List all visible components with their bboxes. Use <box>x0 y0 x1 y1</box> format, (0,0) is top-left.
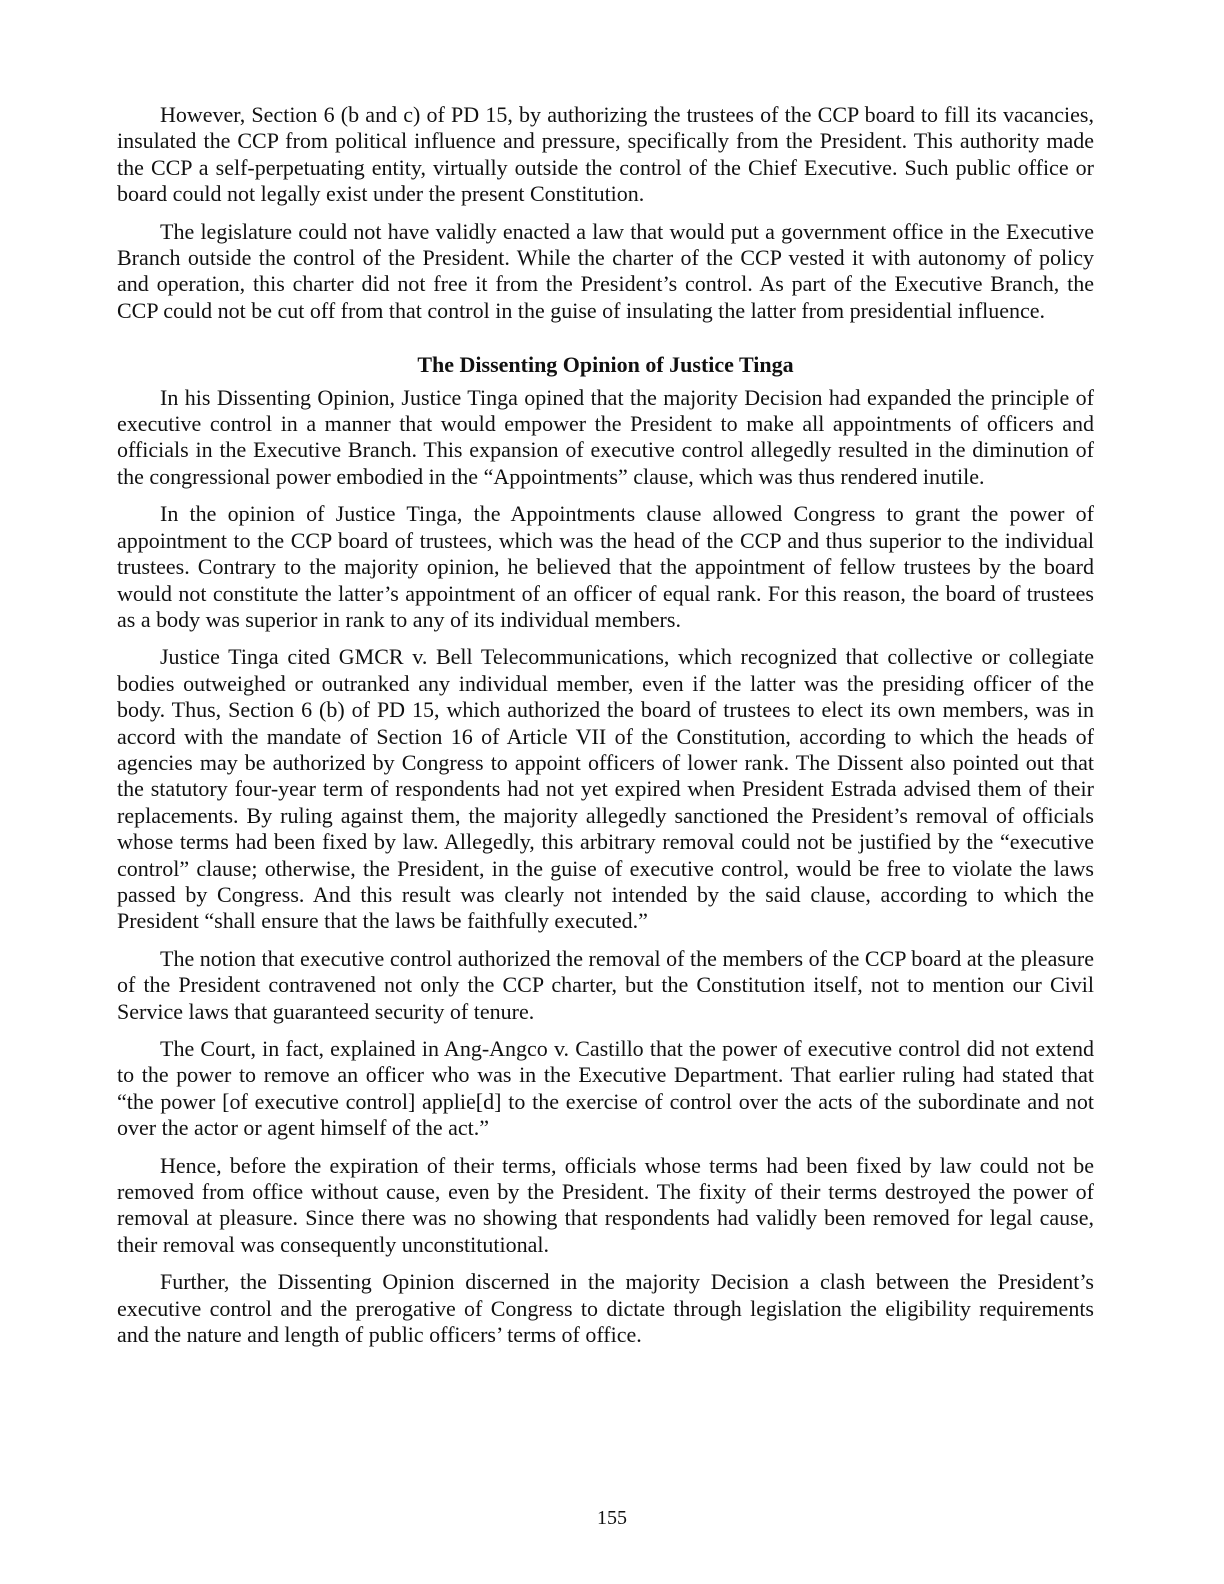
paragraph-legislature-control: The legislature could not have validly enacted a law that would put a government office in the Executive Branch outside the control of the President. While the charter of the CCP vested it with autonomy of policy and operation, this charter did not free it from the President’s control. As part of the Executive Branch, the CCP could not be cut off from that control in the guise of insulating the latter from presidential influence. <box>117 218 1094 323</box>
document-page <box>117 102 1094 1359</box>
page-number: 155 <box>597 1507 627 1529</box>
paragraph-removal-pleasure: The notion that executive control authorized the removal of the members of the CCP board at the pleasure of the President contravened not only the CCP charter, but the Constitution itself, not to mention our Civil Service laws that guaranteed security of tenure. <box>117 945 1094 1024</box>
section-heading: The Dissenting Opinion of Justice Tinga <box>417 352 794 378</box>
paragraph-gmcr-citation: Justice Tinga cited GMCR v. Bell Telecommunications, which recognized that collective or collegiate bodies outweighed or outranked any individual member, even if the latter was the presiding officer of the body. Thus, Section 6 (b) of PD 15, which authorized the board of trustees to elect its own members, was in accord with the mandate of Section 16 of Article VII of the Constitution, according to which the heads of agencies may be authorized by Congress to appoint officers of lower rank. The Dissent also pointed out that the statutory four-year term of respondents had not yet expired when President Estrada advised them of their replacements. By ruling against them, the majority allegedly sanctioned the President’s removal of officials whose terms had been fixed by law. Allegedly, this arbitrary removal could not be justified by the “executive control” clause; otherwise, the President, in the guise of executive control, would be free to violate the laws passed by Congress. And this result was clearly not intended by the said clause, according to which the President “shall ensure that the laws be faithfully executed.” <box>117 644 1094 934</box>
paragraph-ang-angco: The Court, in fact, explained in Ang-Angco v. Castillo that the power of executive control did not extend to the power to remove an officer who was in the Executive Department. That earlier ruling had stated that “the power [of executive control] applie[d] to the exercise of control over the acts of the subordinate and not over the actor or agent himself of the act.” <box>117 1036 1094 1141</box>
paragraph-section-6-insulation: However, Section 6 (b and c) of PD 15, by authorizing the trustees of the CCP board to fill its vacancies, insulated the CCP from political influence and pressure, specifically from the President. This authority made the CCP a self-perpetuating entity, virtually outside the control of the Chief Executive. Such public office or board could not legally exist under the present Constitution. <box>117 102 1094 207</box>
paragraph-fixity-of-terms: Hence, before the expiration of their terms, officials whose terms had been fixed by law could not be removed from office without cause, even by the President. The fixity of their terms destroyed the power of removal at pleasure. Since there was no showing that respondents had validly been removed for legal cause, their removal was consequently unconstitutional. <box>117 1152 1094 1257</box>
paragraph-congress-prerogative: Further, the Dissenting Opinion discerned in the majority Decision a clash between the President’s executive control and the prerogative of Congress to dictate through legislation the eligibility requirements and the nature and length of public officers’ terms of office. <box>117 1269 1094 1348</box>
paragraph-appointments-clause: In the opinion of Justice Tinga, the Appointments clause allowed Congress to grant the power of appointment to the CCP board of trustees, which was the head of the CCP and thus superior to the individual trustees. Contrary to the majority opinion, he believed that the appointment of fellow trustees by the board would not constitute the latter’s appointment of an officer of equal rank. For this reason, the board of trustees as a body was superior in rank to any of its individual members. <box>117 501 1094 632</box>
paragraph-dissent-summary: In his Dissenting Opinion, Justice Tinga opined that the majority Decision had expanded the principle of executive control in a manner that would empower the President to make all appointments of officers and officials in the Executive Branch. This expansion of executive control allegedly resulted in the diminution of the congressional power embodied in the “Appointments” clause, which was thus rendered inutile. <box>117 384 1094 489</box>
